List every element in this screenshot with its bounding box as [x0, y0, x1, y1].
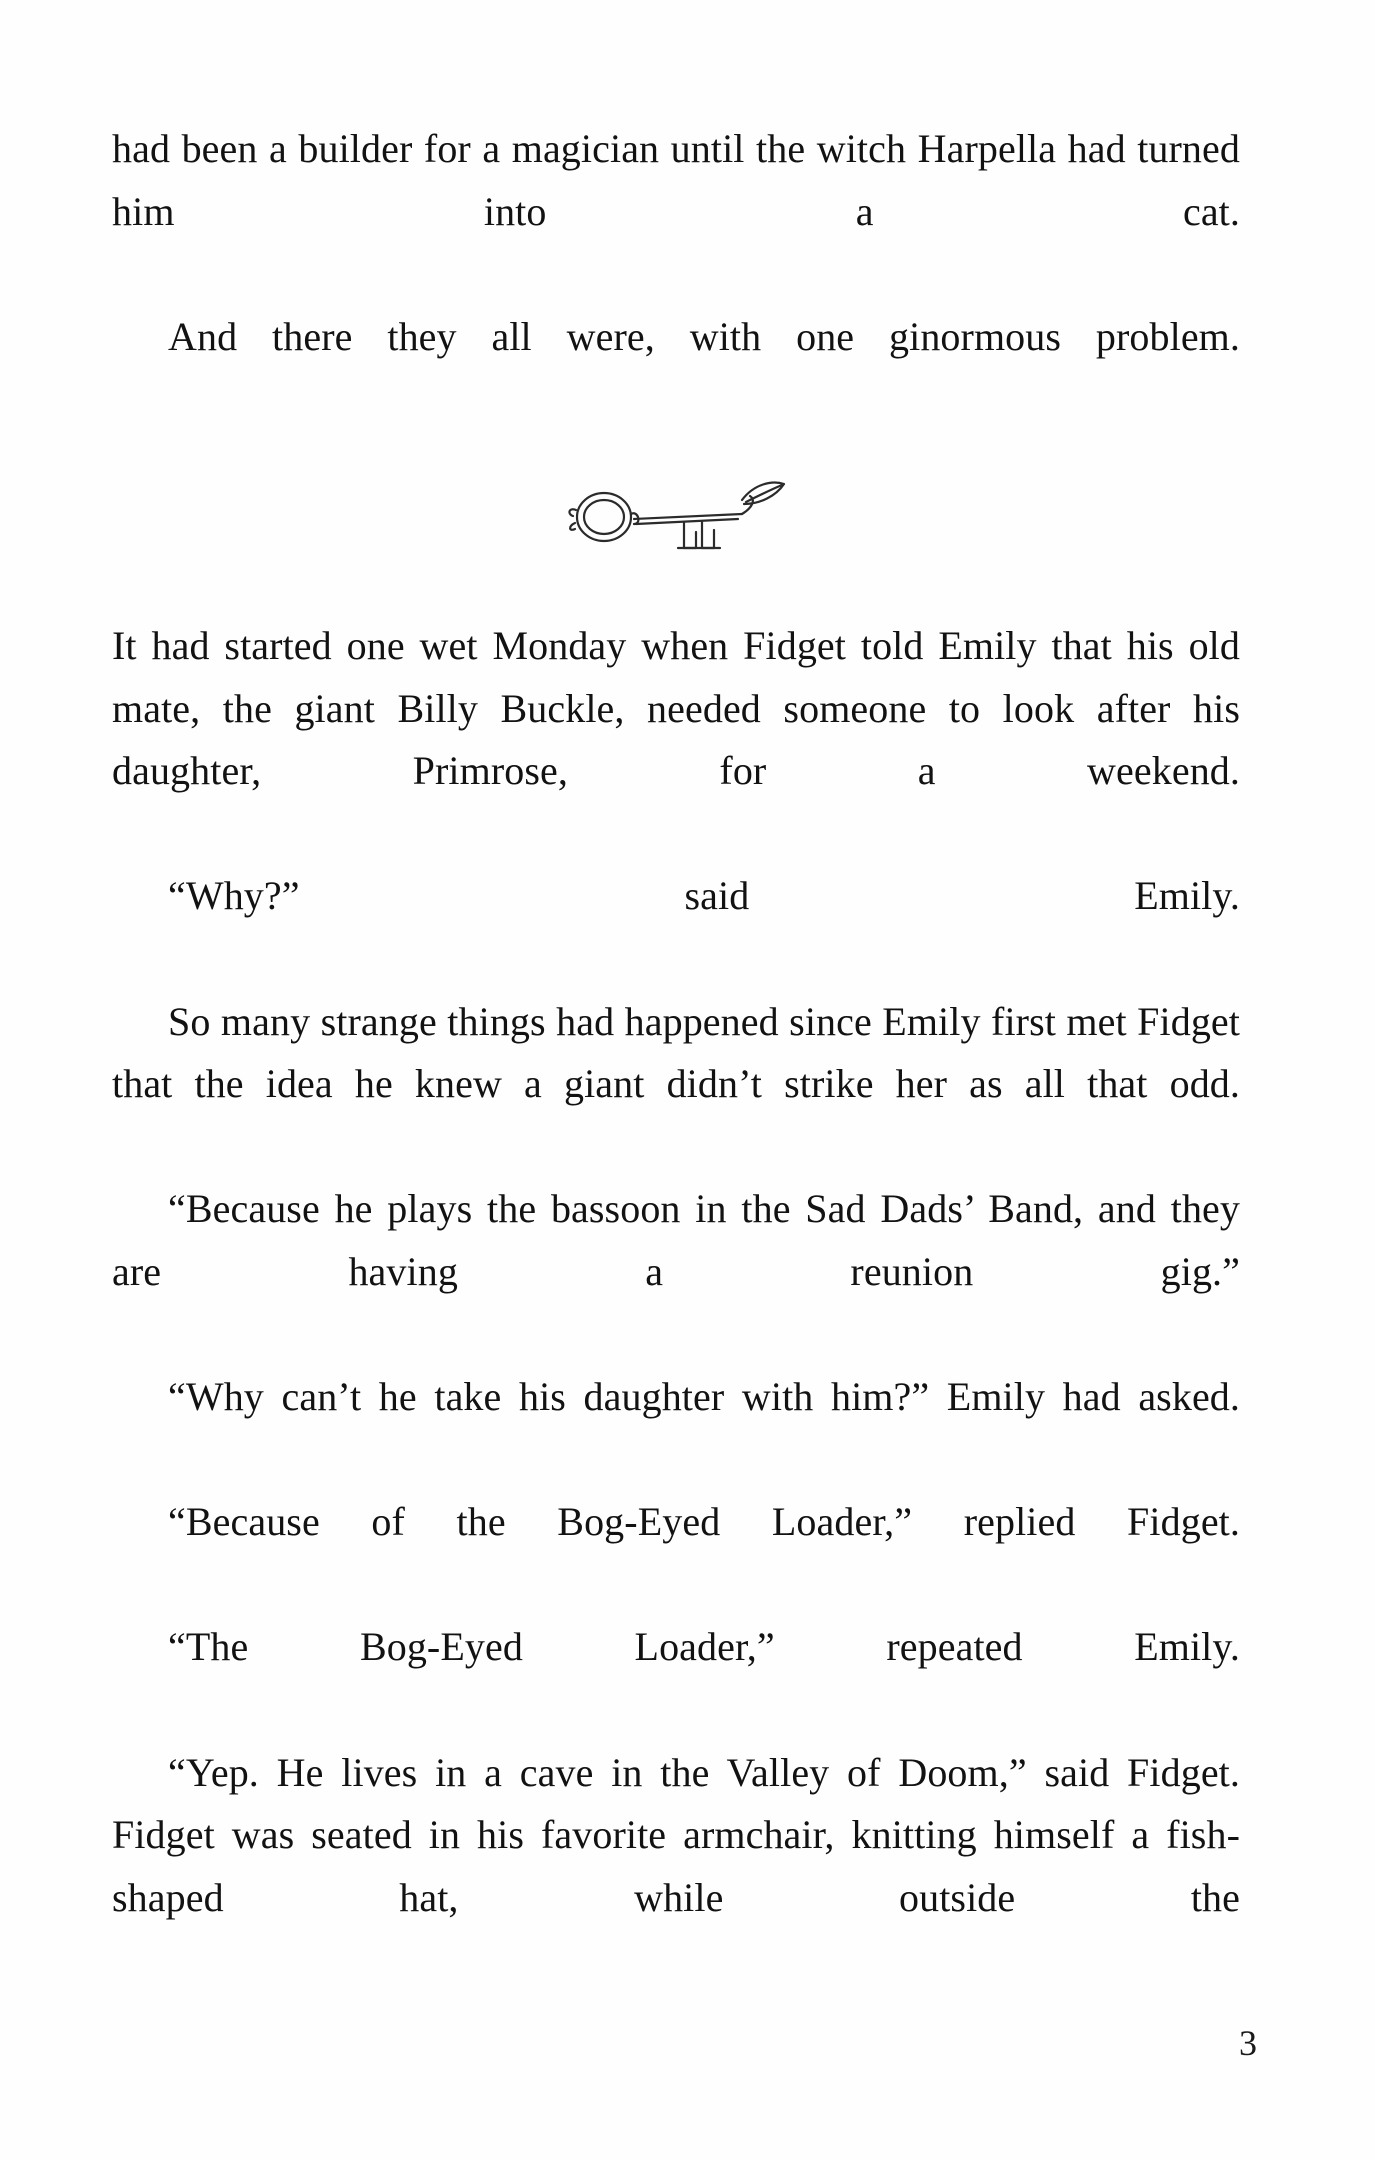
paragraph-7: “Why can’t he take his daughter with him?” Emily had asked.	[168, 1374, 1240, 1420]
paragraph-9: “The Bog-Eyed Loader,” repeated Emily.	[168, 1624, 1240, 1670]
paragraph-5: So many strange things had happened since Emily first met Fidget that the idea he knew a giant didn’t strike her as all that odd.	[112, 998, 1240, 1107]
paragraph-2: And there they all were, with one ginormous problem.	[168, 313, 1240, 359]
key-with-leaf-ornament	[112, 465, 1240, 585]
paragraph-8: “Because of the Bog-Eyed Loader,” replied Fidget.	[168, 1499, 1240, 1545]
body-text-column	[112, 118, 1240, 1992]
paragraph-1: had been a builder for a magician until the witch Harpella had turned him into a cat.	[112, 126, 1240, 234]
paragraph-10: “Yep. He lives in a cave in the Valley of Doom,” said Fidget. Fidget was seated in his favorite armchair, knitting himself a fish-shaped hat, while outside the	[112, 1749, 1240, 1920]
page-number: 3	[1239, 2023, 1257, 2063]
paragraph-4: “Why?” said Emily.	[168, 873, 1240, 919]
paragraph-3: It had started one wet Monday when Fidget told Emily that his old mate, the giant Billy Buckle, needed someone to look after his daughter, Primrose, for a weekend.	[112, 622, 1240, 794]
paragraph-6: “Because he plays the bassoon in the Sad Dads’ Band, and they are having a reunion gig.”	[112, 1186, 1240, 1294]
